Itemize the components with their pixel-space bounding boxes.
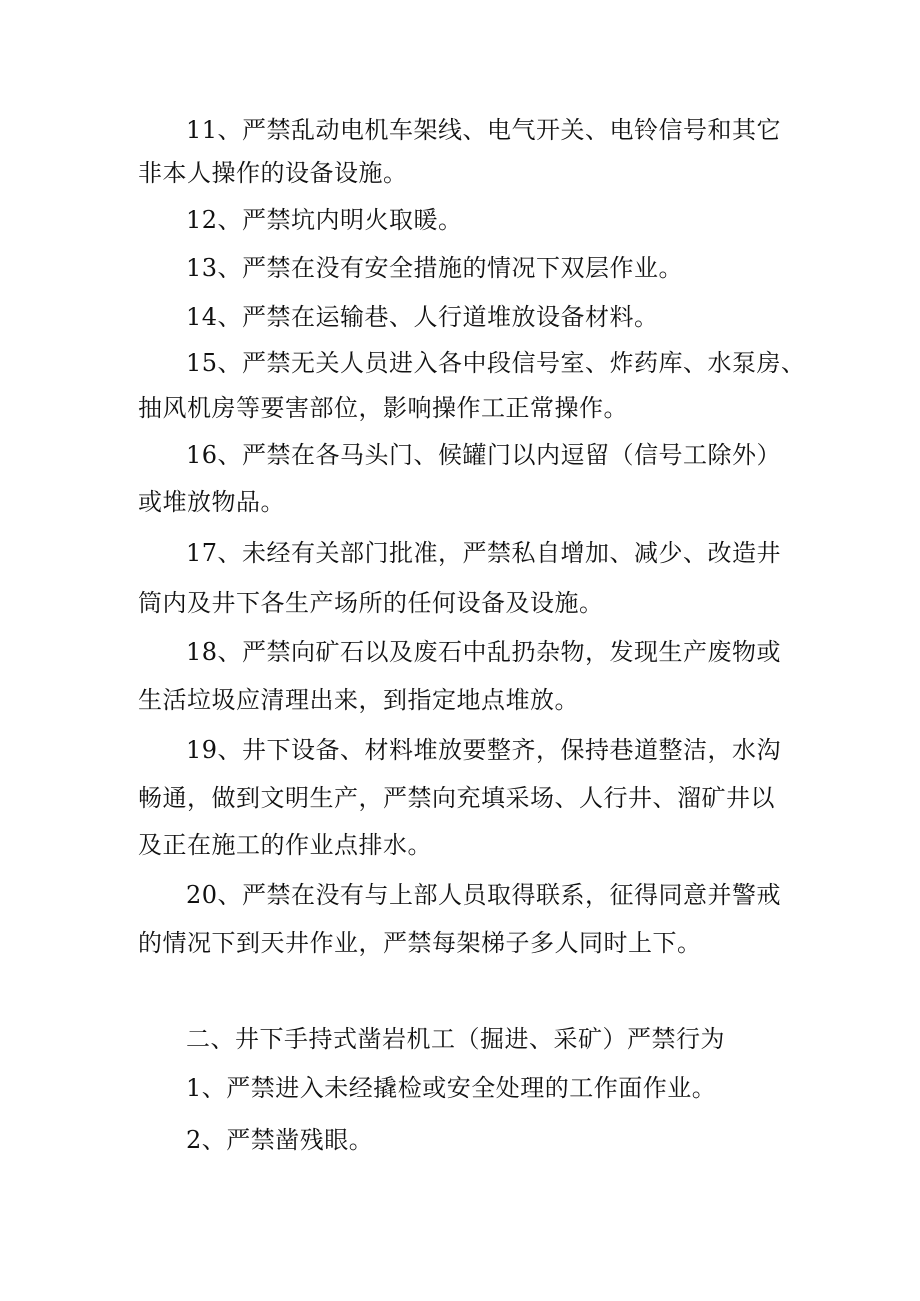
rule-17-line-2: 筒内及井下各生产场所的任何设备及设施。 bbox=[138, 589, 604, 617]
rule-19-line-3: 及正在施工的作业点排水。 bbox=[138, 831, 432, 859]
rule-17-line-1: 17、未经有关部门批准，严禁私自增加、减少、改造井 bbox=[186, 539, 782, 567]
rule-16-line-2: 或堆放物品。 bbox=[138, 488, 285, 516]
rule-14-line-1: 14、严禁在运输巷、人行道堆放设备材料。 bbox=[186, 303, 659, 331]
rule-20-line-1: 20、严禁在没有与上部人员取得联系，征得同意并警戒 bbox=[186, 881, 782, 909]
rule-13-line-1: 13、严禁在没有安全措施的情况下双层作业。 bbox=[186, 254, 684, 282]
rule-20-line-2: 的情况下到天井作业，严禁每架梯子多人同时上下。 bbox=[138, 929, 702, 957]
rule-19-line-1: 19、井下设备、材料堆放要整齐，保持巷道整洁，水沟 bbox=[186, 736, 782, 764]
section-rule-2: 2、严禁凿残眼。 bbox=[186, 1126, 374, 1154]
rule-18-line-2: 生活垃圾应清理出来，到指定地点堆放。 bbox=[138, 686, 579, 714]
rule-16-line-1: 16、严禁在各马头门、候罐门以内逗留（信号工除外） bbox=[186, 441, 782, 469]
section-rule-1: 1、严禁进入未经撬检或安全处理的工作面作业。 bbox=[186, 1074, 717, 1102]
rule-18-line-1: 18、严禁向矿石以及废石中乱扔杂物，发现生产废物或 bbox=[186, 638, 782, 666]
rule-11-line-1: 11、严禁乱动电机车架线、电气开关、电铃信号和其它 bbox=[186, 116, 782, 144]
rule-15-line-2: 抽风机房等要害部位，影响操作工正常操作。 bbox=[138, 394, 628, 422]
section-heading: 二、井下手持式凿岩机工（掘进、采矿）严禁行为 bbox=[186, 1025, 725, 1053]
rule-11-line-2: 非本人操作的设备设施。 bbox=[138, 159, 408, 187]
rule-15-line-1: 15、严禁无关人员进入各中段信号室、炸药库、水泵房、 bbox=[186, 349, 806, 377]
rule-12-line-1: 12、严禁坑内明火取暖。 bbox=[186, 206, 463, 234]
rule-19-line-2: 畅通，做到文明生产，严禁向充填采场、人行井、溜矿井以 bbox=[138, 784, 775, 812]
